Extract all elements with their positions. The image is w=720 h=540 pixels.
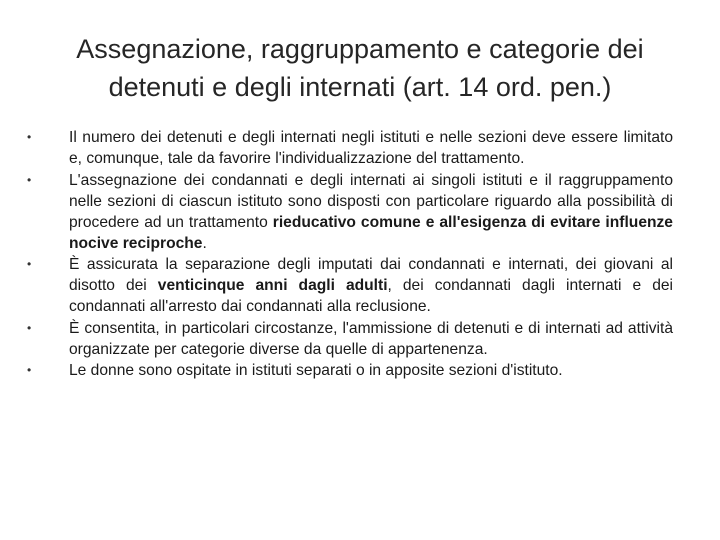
- bullet-icon: •: [27, 320, 32, 335]
- bullet-text: [69, 254, 673, 317]
- bullet-item-1: [27, 127, 673, 169]
- bullet-icon: •: [27, 257, 32, 271]
- bullet-text-start: È consentita, in particolari circostanze, l'ammissione di detenuti e di internati ad attività organizzate per categorie diverse da quelle di appartenenza.: [69, 319, 673, 358]
- bullet-icon: •: [27, 172, 32, 187]
- slide-title: [40, 30, 680, 106]
- bullet-text: [69, 318, 673, 360]
- bullet-text: [69, 360, 673, 381]
- bullet-text-start: È assicurata la separazione degli imputati dai condannati e internati, dei giovani al disotto dei: [69, 256, 673, 294]
- bullet-text-start: Il numero dei detenuti e degli internati negli istituti e nelle sezioni deve essere limitato e, comunque, tale da favorire l'individualizzazione del trattamento.: [69, 129, 673, 167]
- bullet-text-start: L'assegnazione dei condannati e degli internati ai singoli istituti e il raggruppamento nelle sezioni di ciascun istituto sono disposti con particolare riguardo alla possibilità di procedere ad un trattamento: [69, 171, 673, 231]
- bullet-list: [27, 127, 673, 382]
- bullet-text-end: , dei condannati dagli internati e dei condannati all'arresto dai condannati alla reclusione.: [69, 277, 673, 315]
- bullet-text-end: .: [202, 234, 207, 252]
- bullet-item-2: [27, 170, 673, 254]
- bullet-item-3: [27, 254, 673, 317]
- bullet-item-4: [27, 318, 673, 360]
- slide-title-line-2: detenuti e degli internati (art. 14 ord. pen.): [108, 72, 612, 102]
- bullet-text: [69, 170, 673, 254]
- bullet-text-start: Le donne sono ospitate in istituti separati o in apposite sezioni d'istituto.: [69, 362, 563, 379]
- slide-title-line-1: Assegnazione, raggruppamento e categorie dei: [76, 34, 644, 64]
- bullet-text: [69, 127, 673, 169]
- bullet-text-emphasis: rieducativo comune e all'esigenza di evitare influenze nocive reciproche: [69, 213, 673, 252]
- bullet-item-5: [27, 360, 673, 381]
- bullet-icon: •: [27, 130, 32, 144]
- bullet-icon: •: [27, 363, 32, 377]
- bullet-text-emphasis: venticinque anni dagli adulti: [157, 277, 388, 294]
